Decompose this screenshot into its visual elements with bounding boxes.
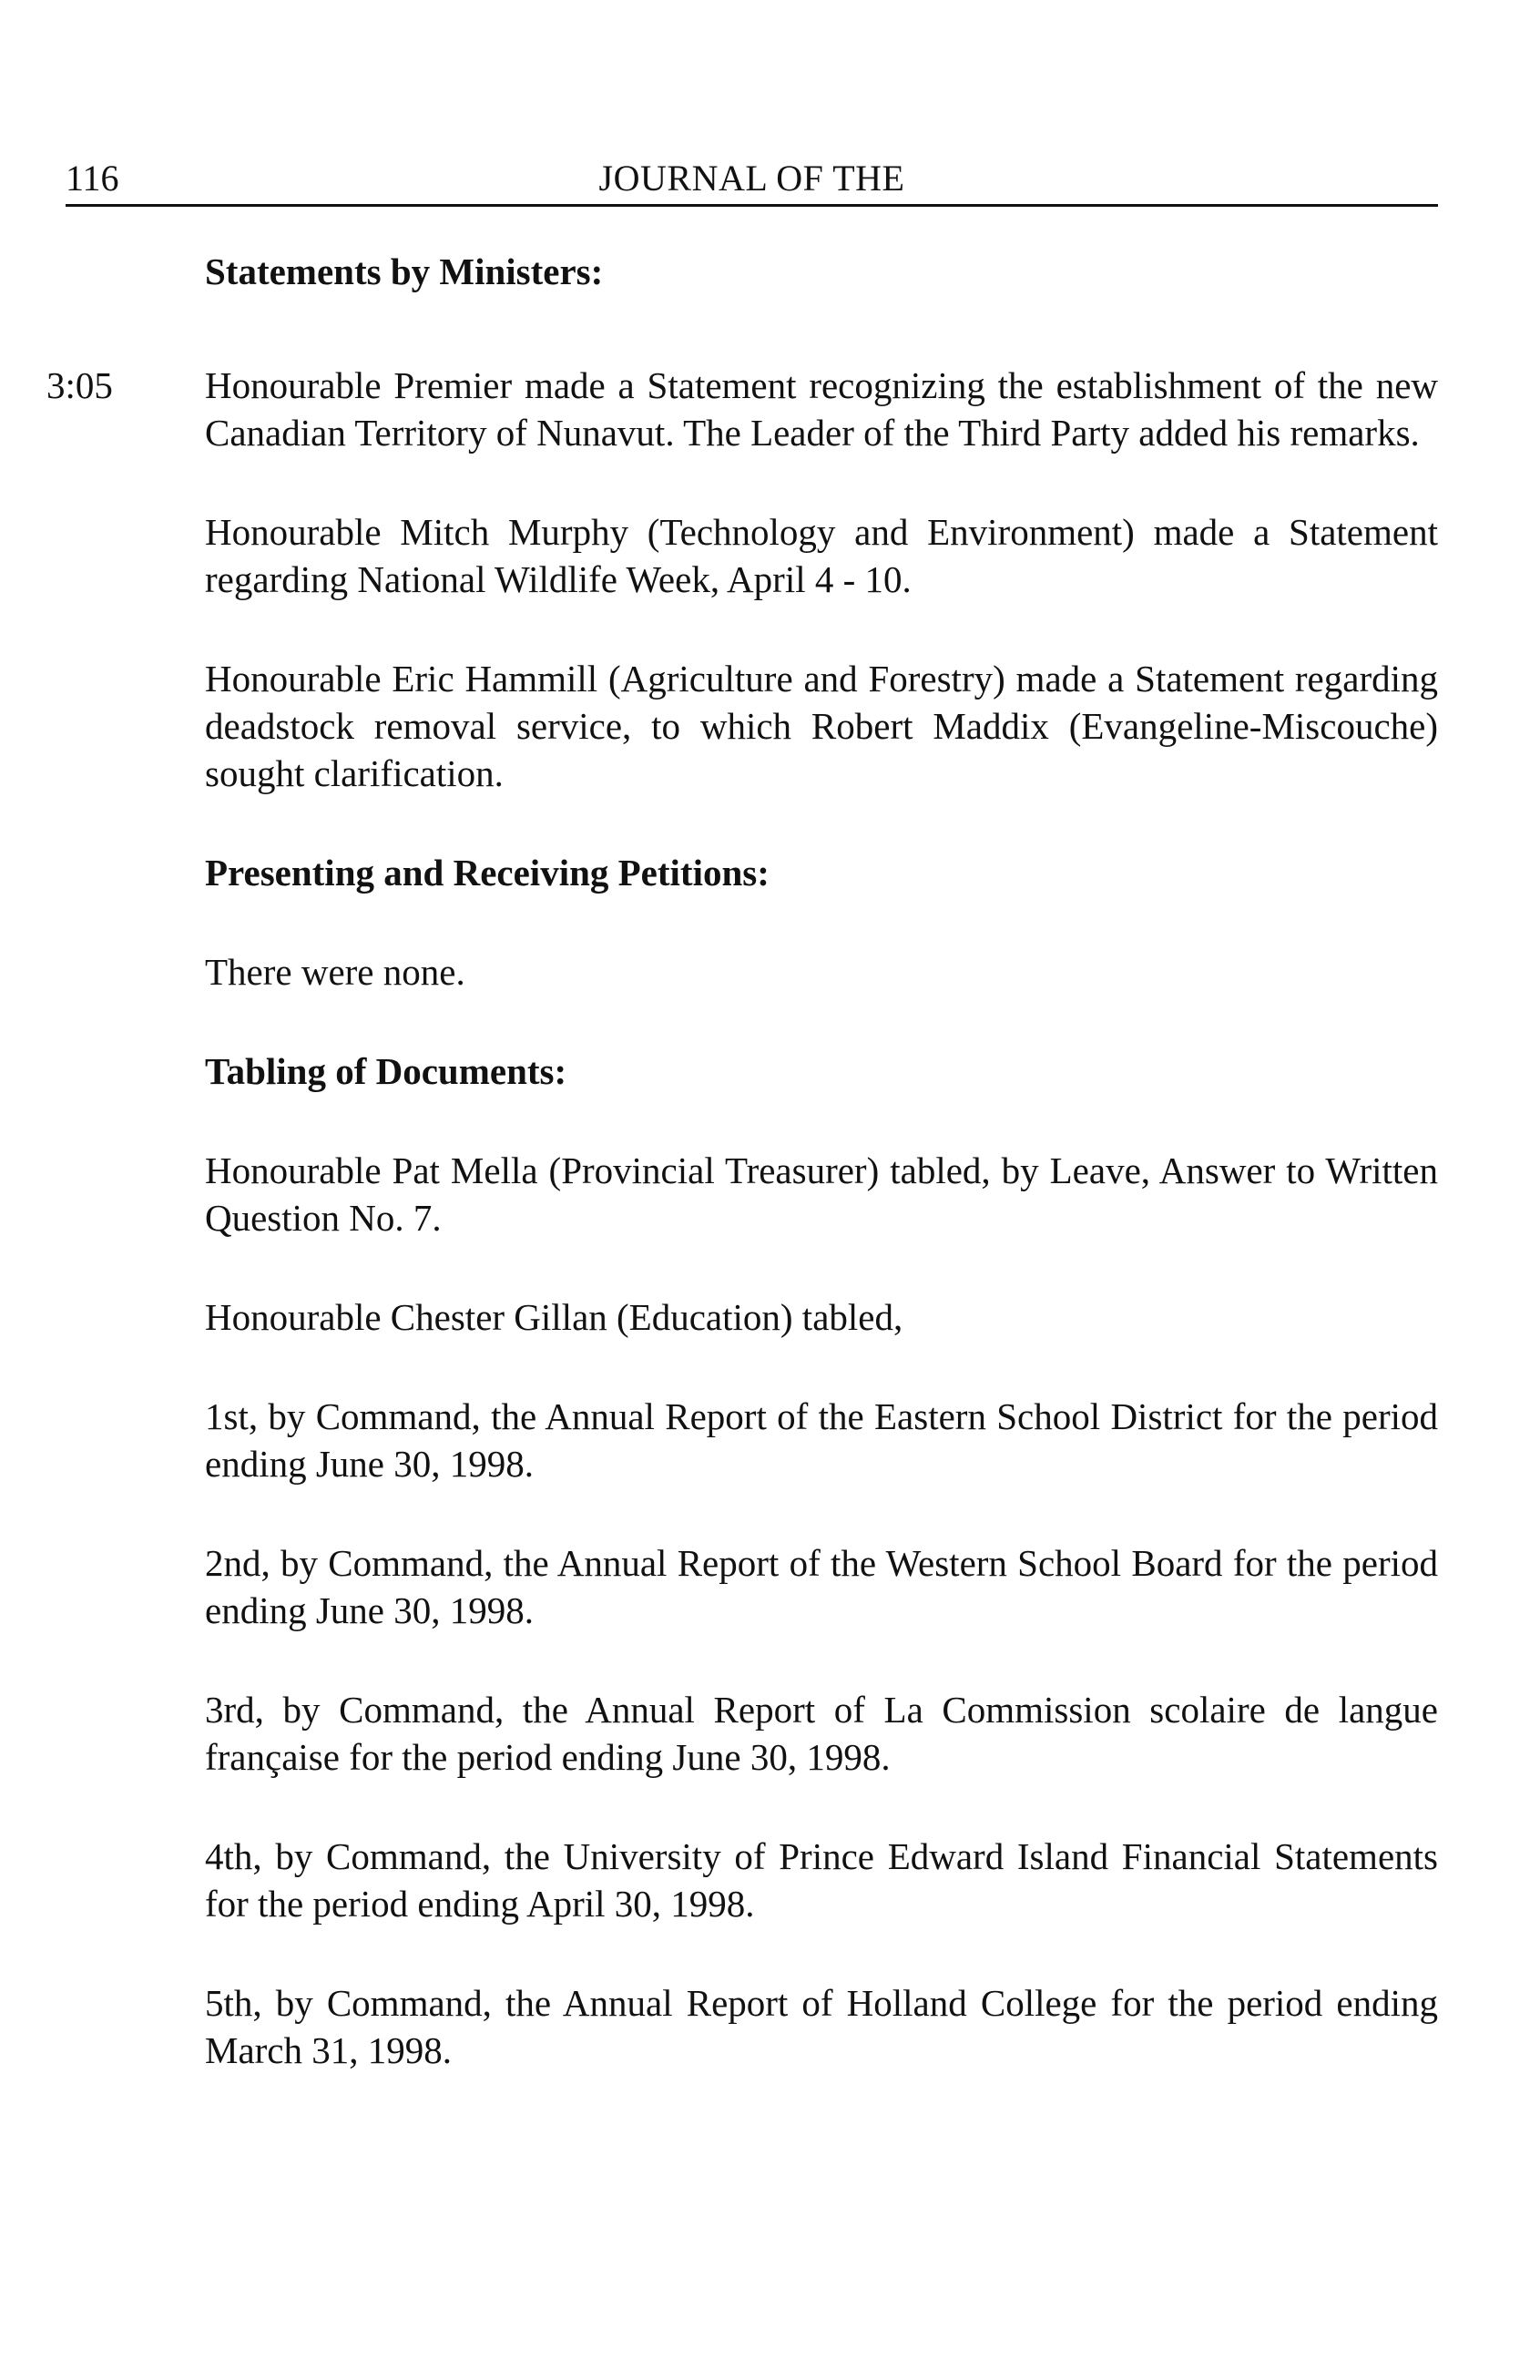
journal-title: JOURNAL OF THE xyxy=(598,158,905,199)
section-heading-statements: Statements by Ministers: xyxy=(205,250,604,292)
statement-entry-premier xyxy=(46,362,1438,456)
time-stamp: 3:05 xyxy=(46,364,113,406)
page-number: 116 xyxy=(66,158,119,199)
tabled-item-2nd: 2nd, by Command, the Annual Report of the Western School Board for the period ending June 30, 1998. xyxy=(205,1542,1438,1631)
tabled-item-1st: 1st, by Command, the Annual Report of the Eastern School District for the period ending June 30, 1998. xyxy=(205,1395,1438,1485)
section-heading-petitions: Presenting and Receiving Petitions: xyxy=(205,852,770,894)
statement-hammill: Honourable Eric Hammill (Agriculture and Forestry) made a Statement regarding deadstock removal service, to which Robert Maddix (Evangeline-Miscouche) sought clarification. xyxy=(205,658,1438,794)
tabled-item-3rd: 3rd, by Command, the Annual Report of La Commission scolaire de langue française for the period ending June 30, 1998. xyxy=(205,1689,1438,1778)
statement-premier: Honourable Premier made a Statement recognizing the establishment of the new Canadian Territory of Nunavut. The Leader of the Third Party added his remarks. xyxy=(205,364,1438,454)
journal-content xyxy=(46,248,1438,2074)
petitions-none: There were none. xyxy=(205,951,465,993)
tabled-item-5th: 5th, by Command, the Annual Report of Holland College for the period ending March 31, 1998. xyxy=(205,1982,1438,2071)
tabled-item-4th: 4th, by Command, the University of Prince Edward Island Financial Statements for the period ending April 30, 1998. xyxy=(205,1835,1438,1925)
statement-murphy: Honourable Mitch Murphy (Technology and Environment) made a Statement regarding National Wildlife Week, April 4 - 10. xyxy=(205,511,1438,600)
tabled-mella: Honourable Pat Mella (Provincial Treasurer) tabled, by Leave, Answer to Written Question No. 7. xyxy=(205,1149,1438,1239)
running-head xyxy=(66,153,1438,207)
tabled-gillan: Honourable Chester Gillan (Education) tabled, xyxy=(205,1296,903,1338)
section-heading-documents: Tabling of Documents: xyxy=(205,1050,567,1092)
